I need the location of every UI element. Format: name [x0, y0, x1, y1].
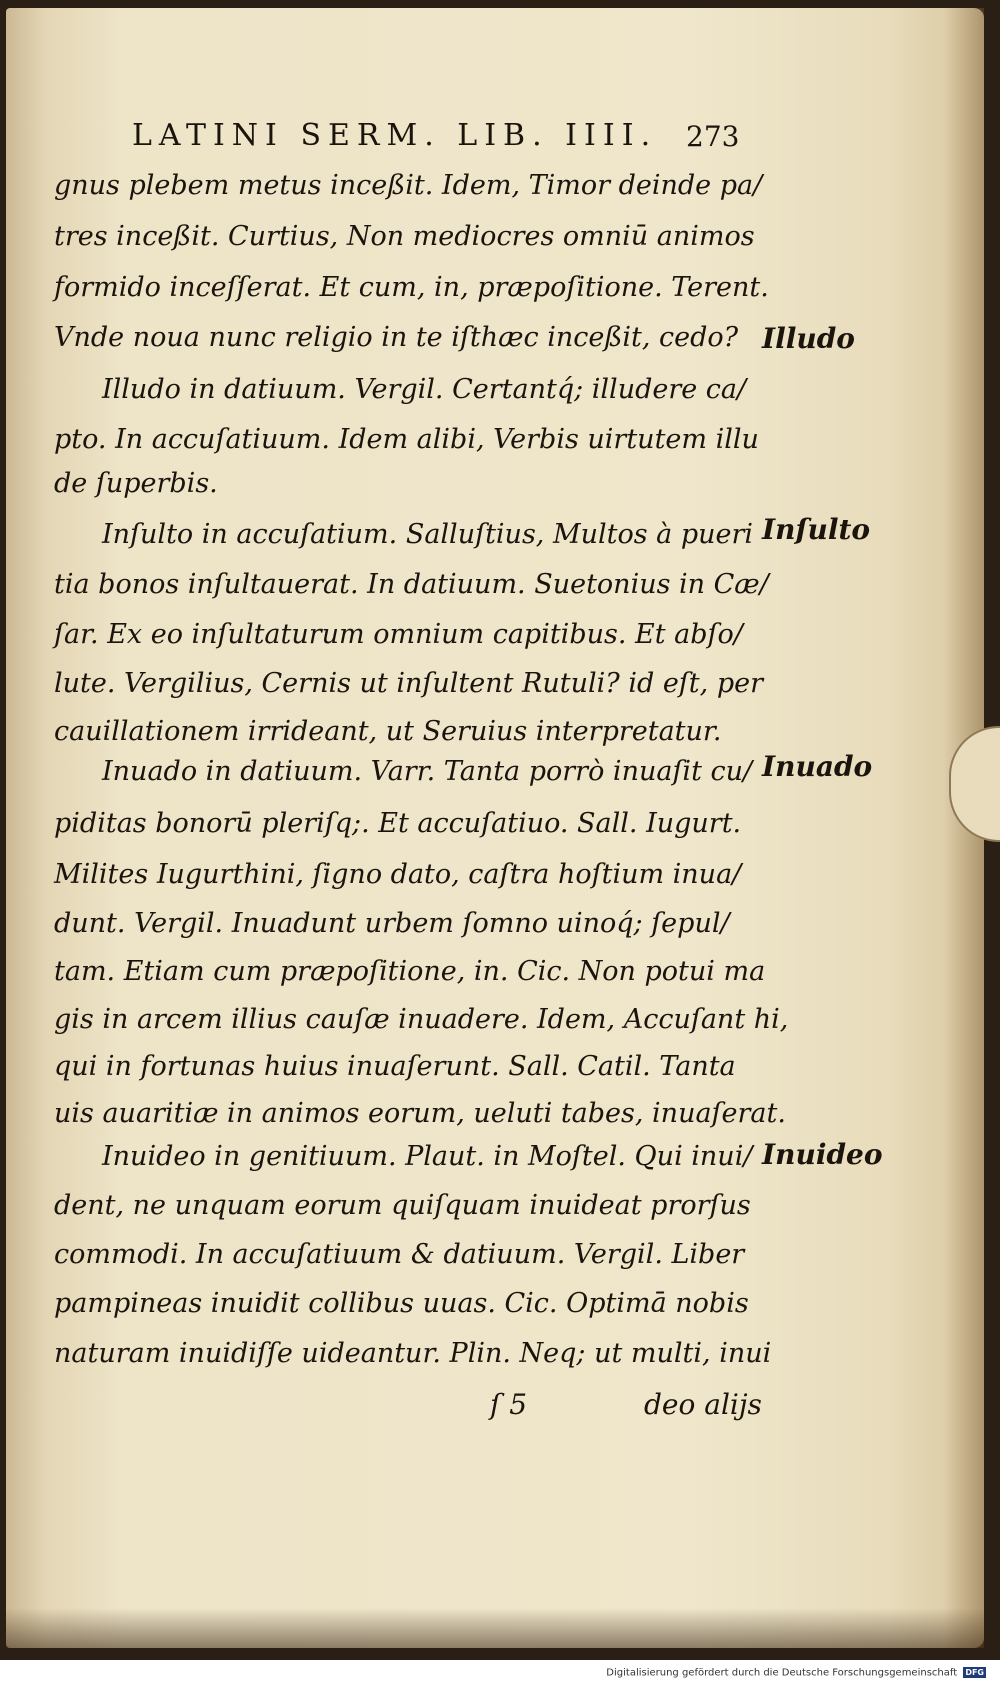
text-line: naturam inuidiſſe uideantur. Plin. Neq; ut multi, inui [54, 1338, 772, 1369]
credit-text: Digitalisierung gefördert durch die Deutsche Forschungsgemeinschaft [606, 1667, 958, 1678]
text-line: gnus plebem metus inceßit. Idem, Timor deinde pa/ [54, 170, 763, 201]
text-line: dent, ne unquam eorum quiſquam inuideat prorſus [54, 1190, 751, 1221]
text-line: formido inceſſerat. Et cum, in, præpoſitione. Terent. [54, 272, 769, 303]
margin-note: Inuideo [762, 1138, 883, 1171]
text-line: Vnde noua nunc religio in te iſthæc inceßit, cedo? [54, 322, 739, 353]
text-line: tia bonos inſultauerat. In datiuum. Suetonius in Cæ/ [54, 569, 769, 600]
text-line: qui in fortunas huius inuaſerunt. Sall. Catil. Tanta [54, 1051, 736, 1082]
text-line: cauillationem irrideant, ut Seruius interpretatur. [54, 716, 722, 747]
page-text [54, 8, 954, 1648]
text-line: tres inceßit. Curtius, Non mediocres omniū animos [54, 221, 755, 252]
text-line: tam. Etiam cum præpoſitione, in. Cic. Non potui ma [54, 956, 766, 987]
dfg-logo: DFG [965, 1667, 984, 1677]
text-line: lute. Vergilius, Cernis ut inſultent Rutuli? id eſt, per [54, 668, 763, 699]
margin-note: Inuado [762, 750, 873, 783]
book-page [6, 8, 984, 1648]
text-line: dunt. Vergil. Inuadunt urbem ſomno uinoq́; ſepul/ [54, 908, 730, 939]
catchword: deo aliјs [644, 1388, 762, 1421]
margin-note: Inſulto [762, 513, 871, 546]
text-line: pampineas inuidit collibus uuas. Cic. Optimā nobis [54, 1288, 749, 1319]
text-line: gis in arcem illius cauſæ inuadere. Idem, Accuſant hi, [54, 1004, 789, 1035]
text-line: Inuideo in genitiuum. Plaut. in Moſtel. Qui inui/ [102, 1141, 753, 1172]
text-line: commodi. In accuſatiuum & datiuum. Vergil. Liber [54, 1239, 745, 1270]
margin-note: Illudo [762, 322, 855, 355]
text-line: uis auaritiæ in animos eorum, ueluti tabes, inuaſerat. [54, 1098, 786, 1129]
page-number: 273 [686, 120, 740, 153]
digitization-credit [606, 1667, 986, 1679]
text-line: Inuado in datiuum. Varr. Tanta porrò inuaſit cu/ [102, 756, 753, 787]
text-line: Milites Iugurthini, ſigno dato, caſtra hoſtium inua/ [54, 859, 742, 890]
text-line: Inſulto in accuſatium. Salluſtius, Multos à pueri [102, 519, 754, 550]
text-line: Illudo in datiuum. Vergil. Certantq́; illudere ca/ [102, 374, 747, 405]
text-line: de ſuperbis. [54, 468, 218, 499]
text-line: ſar. Ex eo inſultaturum omnium capitibus. Et abſo/ [54, 619, 743, 650]
running-head: LATINI SERM. LIB. IIII. [132, 118, 658, 153]
text-line: pto. In accuſatiuum. Idem alibi, Verbis uirtutem illu [54, 424, 759, 455]
signature-mark: ſ 5 [490, 1388, 528, 1421]
text-line: piditas bonorū pleriſq;. Et accuſatiuo. Sall. Iugurt. [54, 808, 742, 839]
